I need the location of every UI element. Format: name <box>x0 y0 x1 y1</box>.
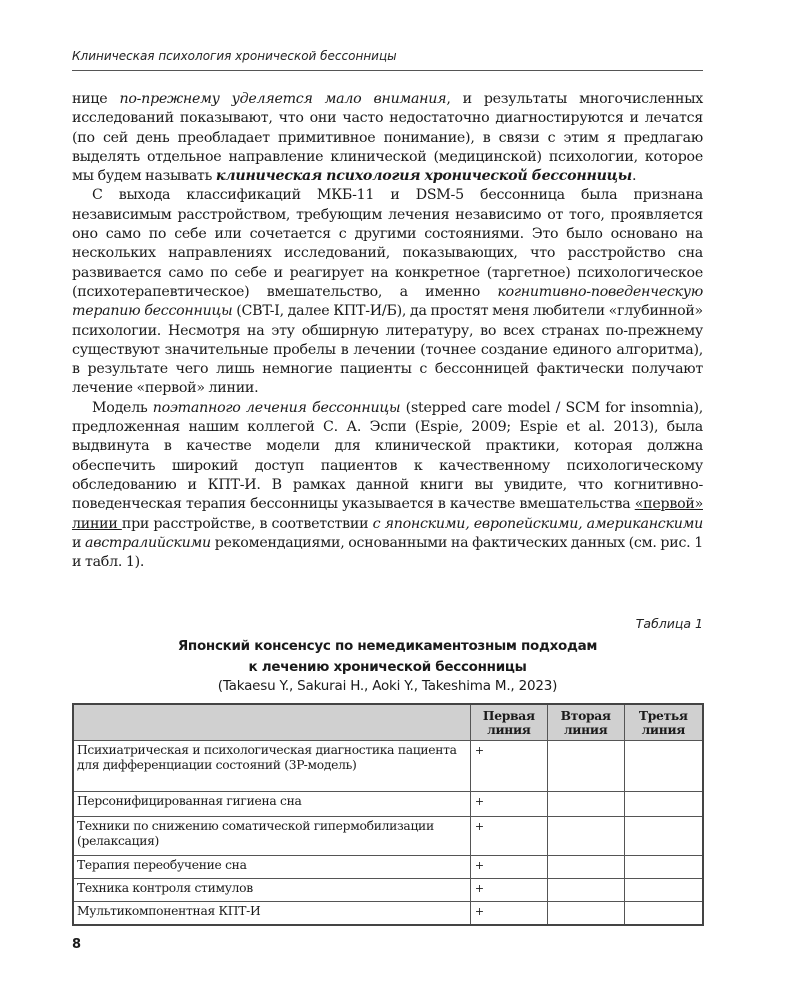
cell-approach: Психиатрическая и психологическая диагностика пациента для дифференциации состояний (3P-модель) <box>73 741 470 792</box>
cell-third-line <box>624 902 703 926</box>
running-title: Клиническая психология хронической бессонницы <box>72 49 397 63</box>
cell-first-line: + <box>470 817 547 856</box>
cell-approach: Мультикомпонентная КПТ-И <box>73 902 470 926</box>
page-number: 8 <box>72 937 82 952</box>
italic-emphasis: по-прежнему уделяется мало внимания <box>119 91 447 107</box>
cell-first-line: + <box>470 856 547 879</box>
table-row <box>73 792 703 817</box>
table-header-row <box>73 704 703 741</box>
body-text <box>72 90 703 572</box>
table-title-line-1: Японский консенсус по немедикаментозным подходам <box>177 638 598 654</box>
bold-italic-term: клиническая психология хронической бессонницы <box>215 168 632 185</box>
table-citation: (Takaesu Y., Sakurai H., Aoki Y., Takeshima M., 2023) <box>217 678 558 694</box>
table-row <box>73 902 703 926</box>
cell-approach: Техники по снижению соматической гипермобилизации (релаксация) <box>73 817 470 856</box>
cell-third-line <box>624 741 703 792</box>
table-row <box>73 879 703 902</box>
cell-second-line <box>547 856 624 879</box>
text-run: рекомендациями, основанными на фактических данных (см. рис. 1 и табл. 1). <box>72 534 703 571</box>
table-label: Таблица 1 <box>635 616 703 631</box>
header-cell-third-line: Третья линия <box>624 704 703 741</box>
cell-first-line: + <box>470 741 547 792</box>
italic-emphasis: когнитивно-поведенческую терапию бессонницы <box>72 283 703 320</box>
cell-approach: Терапия переобучение сна <box>73 856 470 879</box>
cell-second-line <box>547 879 624 902</box>
cell-first-line: + <box>470 902 547 926</box>
table-title <box>72 636 703 678</box>
cell-approach: Персонифицированная гигиена сна <box>73 792 470 817</box>
table-row <box>73 856 703 879</box>
cell-second-line <box>547 792 624 817</box>
table-title-line-2: к лечению хронической бессонницы <box>248 659 527 675</box>
text-run: при расстройстве, в соответствии <box>121 515 373 532</box>
paragraph-1 <box>72 90 703 186</box>
cell-second-line <box>547 817 624 856</box>
italic-emphasis: поэтапного лечения бессонницы <box>152 399 401 416</box>
consensus-table <box>72 703 704 926</box>
cell-third-line <box>624 792 703 817</box>
text-run: , и результаты многочисленных исследований показывают, что они часто недостаточно диагностируются и лечатся (по сей день преобладает примитивное понимание), в связи с этим я предлагаю выделять отдельное направление клинической (медицинской) психологии, которое мы будем называть <box>72 91 703 185</box>
table-row <box>73 741 703 792</box>
text-run: (CBT-I, далее КПТ-И/Б), да простят меня любители «глубинной» психологии. Несмотря на эту обширную литературу, во всех странах по-прежнему существуют значительные пробелы в лечении (точнее создание единого алгоритма), в результате чего лишь немногие пациенты с бессонницей фактически получают лечение «первой» линии. <box>72 303 703 397</box>
cell-third-line <box>624 817 703 856</box>
text-run: . <box>631 168 637 185</box>
cell-third-line <box>624 856 703 879</box>
cell-first-line: + <box>470 879 547 902</box>
paragraph-3 <box>72 399 703 573</box>
text-run: и <box>72 534 85 551</box>
header-cell-first-line: Первая линия <box>470 704 547 741</box>
text-run: Модель <box>92 399 153 416</box>
cell-second-line <box>547 741 624 792</box>
text-run: нице <box>72 91 120 107</box>
text-run: (stepped care model / SCM for insomnia), предложенная нашим коллегой С. А. Эспи (Espie, 2009; Espie et al. 2013), была выдвинута в качестве модели для клинической практики, которая должна обеспечить широкий доступ пациентов к качественному психологическому обследованию и КПТ-И. В рамках данной книги вы увидите, что когнитивно-поведенческая терапия бессонницы указывается в качестве вмешательства <box>72 399 704 513</box>
underlined-emphasis: «первой» линии <box>72 496 703 532</box>
italic-emphasis: с японскими, европейскими, американскими <box>372 515 703 532</box>
cell-first-line: + <box>470 792 547 817</box>
cell-approach: Техника контроля стимулов <box>73 879 470 902</box>
header-cell-approach <box>73 704 470 741</box>
table-row <box>73 817 703 856</box>
cell-third-line <box>624 879 703 902</box>
cell-second-line <box>547 902 624 926</box>
header-cell-second-line: Вторая линия <box>547 704 624 741</box>
text-run: С выхода классификаций МКБ-11 и DSM-5 бессонница была признана независимым расстройством, требующим лечения независимо от того, проявляется оно само по себе или сочетается с другими состояниями. Это было основано на нескольких направлениях исследований, показывающих, что расстройство сна развивается само по себе и реагирует на конкретное (таргетное) психологическое (психотерапевтическое) вмешательство, а именно <box>72 187 703 300</box>
paragraph-2 <box>72 186 703 398</box>
italic-emphasis: австралийскими <box>85 534 211 551</box>
header-divider <box>72 70 703 71</box>
